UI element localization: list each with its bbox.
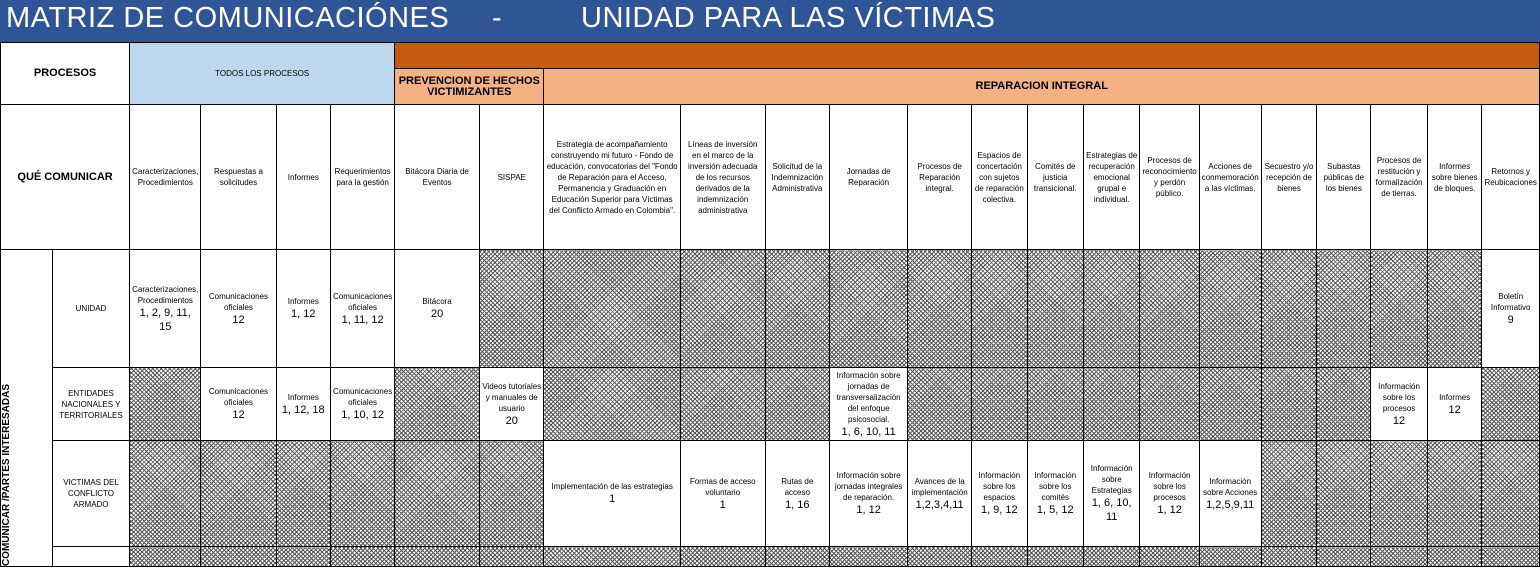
matrix-cell [201, 368, 276, 441]
matrix-cell [1199, 441, 1261, 547]
cell-text: Información sobre jornadas integrales de reparación. [834, 471, 903, 502]
matrix-cell [1427, 368, 1482, 441]
hatched-cell [1317, 368, 1371, 441]
hatched-cell [1371, 250, 1428, 368]
matrix-cell [276, 250, 331, 368]
hatched-cell [1027, 368, 1083, 441]
row-label [52, 547, 129, 567]
column-header-procesos-de-restitucion-y-formalizacion-: Procesos de restitución y formalización de tierras. [1371, 105, 1428, 250]
cell-text: Implementación de las estrategias [551, 482, 673, 491]
cell-reference-numbers: 1 [719, 498, 726, 511]
cell-reference-numbers: 1, 11, 12 [341, 313, 384, 326]
hatched-cell [765, 547, 829, 567]
hatched-cell [395, 547, 480, 567]
hatched-cell [908, 368, 972, 441]
cell-text: Bitácora [422, 297, 452, 306]
cell-reference-numbers: 1, 12 [1157, 504, 1182, 516]
row-label: UNIDAD [52, 250, 129, 368]
que-comunicar-header: QUÉ COMUNICAR [1, 105, 130, 250]
hatched-cell [908, 250, 972, 368]
cell-reference-numbers: 1, 2, 9, 11, 15 [139, 306, 191, 333]
cell-text: Informes [1439, 392, 1471, 402]
cell-reference-numbers: 12 [1448, 403, 1461, 416]
title-bar [0, 0, 1540, 42]
cell-text: Comunicaciones oficiales [208, 291, 269, 312]
stakeholder-row [1, 250, 1540, 368]
hatched-cell [1371, 441, 1428, 547]
column-header-acciones-de-conmemoracion-a-las-victimas: Acciones de conmemoración a las víctimas. [1199, 105, 1261, 250]
matrix-cell [331, 250, 395, 368]
hatched-cell [1317, 441, 1371, 547]
column-header-lineas-de-inversion-en-el-marco-de-la-in: Líneas de inversión en el marco de la inversión adecuada de los recursos derivados de la indemnización administrativa [680, 105, 765, 250]
cell-reference-numbers: 1, 9, 12 [980, 504, 1018, 516]
que-comunicar-row [1, 105, 1540, 250]
cell-text: Información sobre los procesos [1378, 381, 1420, 413]
hatched-cell [276, 547, 331, 567]
matrix-cell [480, 368, 544, 441]
hatched-cell [765, 250, 829, 368]
stakeholder-row [1, 368, 1540, 441]
column-header-procesos-de-reparacion-integral: Procesos de Reparación integral. [908, 105, 972, 250]
hatched-cell [1261, 250, 1317, 368]
matrix-cell [201, 250, 276, 368]
hatched-cell [1427, 441, 1482, 547]
column-header-solicitud-de-la-indemnizacion-administra: Solicitud de la Indemnización Administrativa [765, 105, 829, 250]
stakeholders-label: COMUNICAR /PARTES INTERESADAS [1, 383, 12, 566]
hatched-cell [1140, 368, 1199, 441]
hatched-cell [1083, 547, 1140, 567]
cell-text: Información sobre los espacios [978, 471, 1021, 502]
cell-text: Caracterizaciones, Procedimientos [132, 284, 199, 305]
hatched-cell [1371, 547, 1428, 567]
matrix-cell [1371, 368, 1428, 441]
matrix-cell [1027, 441, 1083, 547]
hatched-cell [680, 547, 765, 567]
cell-text: Información sobre Estrategias [1090, 464, 1133, 495]
cell-reference-numbers: 1, 10, 12 [341, 409, 385, 421]
hatched-cell [130, 441, 201, 547]
cell-text: Boletín Informativo [1490, 291, 1531, 312]
cell-text: Información sobre jornadas de transversalización del enfoque psicosocial. [836, 370, 901, 424]
cell-reference-numbers: 1, 16 [785, 498, 810, 511]
matrix-cell [1140, 441, 1199, 547]
column-header-subastas-publicas-de-los-bienes: Subastas públicas de los bienes [1317, 105, 1371, 250]
cell-reference-numbers: 12 [1392, 414, 1406, 427]
matrix-title: MATRIZ DE COMUNICACIÓNES [6, 2, 450, 34]
hatched-cell [1140, 250, 1199, 368]
cell-reference-numbers: 1,2,5,9,11 [1206, 498, 1255, 511]
hatched-cell [395, 368, 480, 441]
column-header-comites-de-justicia-transicional: Comités de justicia transicional. [1027, 105, 1083, 250]
stakeholder-row [1, 547, 1540, 567]
hatched-cell [1482, 547, 1540, 567]
column-header-requerimientos-para-la-gestion: Requerimientos para la gestión [331, 105, 395, 250]
cell-reference-numbers: 1, 6, 10, 11 [1091, 497, 1132, 523]
hatched-cell [1482, 441, 1540, 547]
matrix-cell [908, 441, 972, 547]
hatched-cell [1261, 441, 1317, 547]
row-label: VICTIMAS DEL CONFLICTO ARMADO [52, 441, 129, 547]
cell-text: Información sobre los procesos [1148, 471, 1191, 502]
cell-text: Avances de la implementación [911, 476, 968, 497]
column-header-retornos-y-reubicaciones: Retornos y Reubicaciones [1482, 105, 1540, 250]
hatched-cell [1027, 547, 1083, 567]
cell-reference-numbers: 20 [430, 308, 444, 320]
column-header-bitacora-diaria-de-eventos: Bitácora Diaria de Eventos [395, 105, 480, 250]
cell-reference-numbers: 20 [505, 414, 518, 427]
matrix-cell [972, 441, 1028, 547]
column-header-espacios-de-concertacion-con-sujetos-de-: Espacios de concertación con sujetos de reparación colectiva. [972, 105, 1028, 250]
row-label: ENTIDADES NACIONALES Y TERRITORIALES [52, 368, 129, 441]
matrix-cell [276, 368, 331, 441]
hatched-cell [1261, 368, 1317, 441]
hatched-cell [480, 250, 544, 368]
hatched-cell [1317, 547, 1371, 567]
column-header-estrategias-de-recuperacion-emocional-gr: Estrategias de recuperación emocional grupal e individual. [1083, 105, 1140, 250]
hatched-cell [1083, 250, 1140, 368]
hatched-cell [1199, 547, 1261, 567]
cell-reference-numbers: 1 [609, 493, 616, 505]
communications-matrix [0, 42, 1540, 567]
column-header-estrategia-de-acompanamiento-construyend: Estrategia de acompañamiento construyendo mi futuro - Fondo de educación, convocatorias del "Fondo de Reparación para el Acceso, Permanencia y Graduación en Educación Superior para Víctimas del Conflicto Armado en Colombia". [544, 105, 680, 250]
cell-text: Videos tutoriales y manuales de usuario [482, 381, 542, 413]
cell-text: Formas de acceso voluntario [689, 476, 756, 497]
hatched-cell [1482, 368, 1540, 441]
hatched-cell [1427, 547, 1482, 567]
cell-reference-numbers: 1, 6, 10, 11 [841, 425, 896, 438]
cell-reference-numbers: 1, 12 [291, 308, 316, 320]
hatched-cell [1199, 368, 1261, 441]
reparacion-header: REPARACION INTEGRAL [544, 69, 1540, 105]
column-header-caracterizaciones-procedimientos: Caracterizaciones, Procedimientos [130, 105, 201, 250]
procesos-header: PROCESOS [1, 43, 130, 105]
prevencion-header: PREVENCION DE HECHOS VICTIMIZANTES [395, 69, 544, 105]
matrix-cell [544, 441, 680, 547]
column-header-informes: Informes [276, 105, 331, 250]
hatched-cell [680, 368, 765, 441]
matrix-cell [331, 368, 395, 441]
cell-text: Informes [287, 297, 319, 306]
matrix-cell [829, 441, 907, 547]
hatched-cell [1317, 250, 1371, 368]
cell-text: Rutas de acceso [781, 476, 814, 497]
matrix-cell [765, 441, 829, 547]
hatched-cell [908, 547, 972, 567]
hatched-cell [544, 368, 680, 441]
hatched-cell [1427, 250, 1482, 368]
hatched-cell [1027, 250, 1083, 368]
hatched-cell [544, 250, 680, 368]
title-separator: - [492, 2, 503, 34]
cell-text: Información sobre Acciones [1203, 476, 1258, 497]
matrix-cell [395, 250, 480, 368]
hatched-cell [1261, 547, 1317, 567]
hatched-cell [972, 250, 1028, 368]
cell-reference-numbers: 12 [232, 313, 245, 326]
hatched-cell [201, 547, 276, 567]
cell-text: Comunicaciones oficiales [333, 291, 393, 312]
hatched-cell [1083, 368, 1140, 441]
hatched-cell [331, 547, 395, 567]
hatched-cell [1140, 547, 1199, 567]
cell-reference-numbers: 9 [1507, 313, 1514, 326]
hatched-cell [829, 547, 907, 567]
cell-text: Comunicaciones oficiales [333, 387, 393, 407]
cell-reference-numbers: 12 [232, 409, 245, 421]
column-header-procesos-de-reconocimiento-y-perdon-publ: Procesos de reconocimiento y perdón público. [1140, 105, 1199, 250]
matrix-subtitle: UNIDAD PARA LAS VÍCTIMAS [581, 2, 996, 34]
band-row [1, 43, 1540, 69]
cell-reference-numbers: 1, 5, 12 [1036, 504, 1074, 516]
cell-text: Información sobre los comités [1034, 471, 1077, 502]
matrix-cell [130, 250, 201, 368]
matrix-cell [829, 368, 907, 441]
cell-reference-numbers: 1,2,3,4,11 [915, 498, 964, 511]
cell-text: Comunicaciones oficiales [208, 387, 269, 407]
orange-band [395, 43, 1540, 69]
hatched-cell [130, 368, 201, 441]
cell-reference-numbers: 1, 12 [856, 504, 881, 516]
hatched-cell [544, 547, 680, 567]
hatched-cell [201, 441, 276, 547]
hatched-cell [680, 250, 765, 368]
column-header-respuestas-a-solicitudes: Respuestas a solicitudes [201, 105, 276, 250]
hatched-cell [480, 547, 544, 567]
hatched-cell [480, 441, 544, 547]
column-header-secuestro-y-o-recepcion-de-bienes: Secuestro y/o recepción de bienes [1261, 105, 1317, 250]
hatched-cell [276, 441, 331, 547]
todos-los-procesos-header: TODOS LOS PROCESOS [130, 43, 395, 105]
hatched-cell [1199, 250, 1261, 368]
column-header-sispae: SISPAE [480, 105, 544, 250]
stakeholder-row [1, 441, 1540, 547]
matrix-cell [1083, 441, 1140, 547]
hatched-cell [395, 441, 480, 547]
cell-text: Informes [287, 392, 319, 402]
matrix-cell [680, 441, 765, 547]
matrix-cell [1482, 250, 1540, 368]
hatched-cell [130, 547, 201, 567]
hatched-cell [829, 250, 907, 368]
column-header-informes-sobre-bienes-de-bloques: Informes sobre bienes de bloques. [1427, 105, 1482, 250]
hatched-cell [765, 368, 829, 441]
hatched-cell [331, 441, 395, 547]
cell-reference-numbers: 1, 12, 18 [281, 403, 325, 416]
column-header-jornadas-de-reparacion: Jornadas de Reparación [829, 105, 907, 250]
hatched-cell [972, 547, 1028, 567]
hatched-cell [972, 368, 1028, 441]
